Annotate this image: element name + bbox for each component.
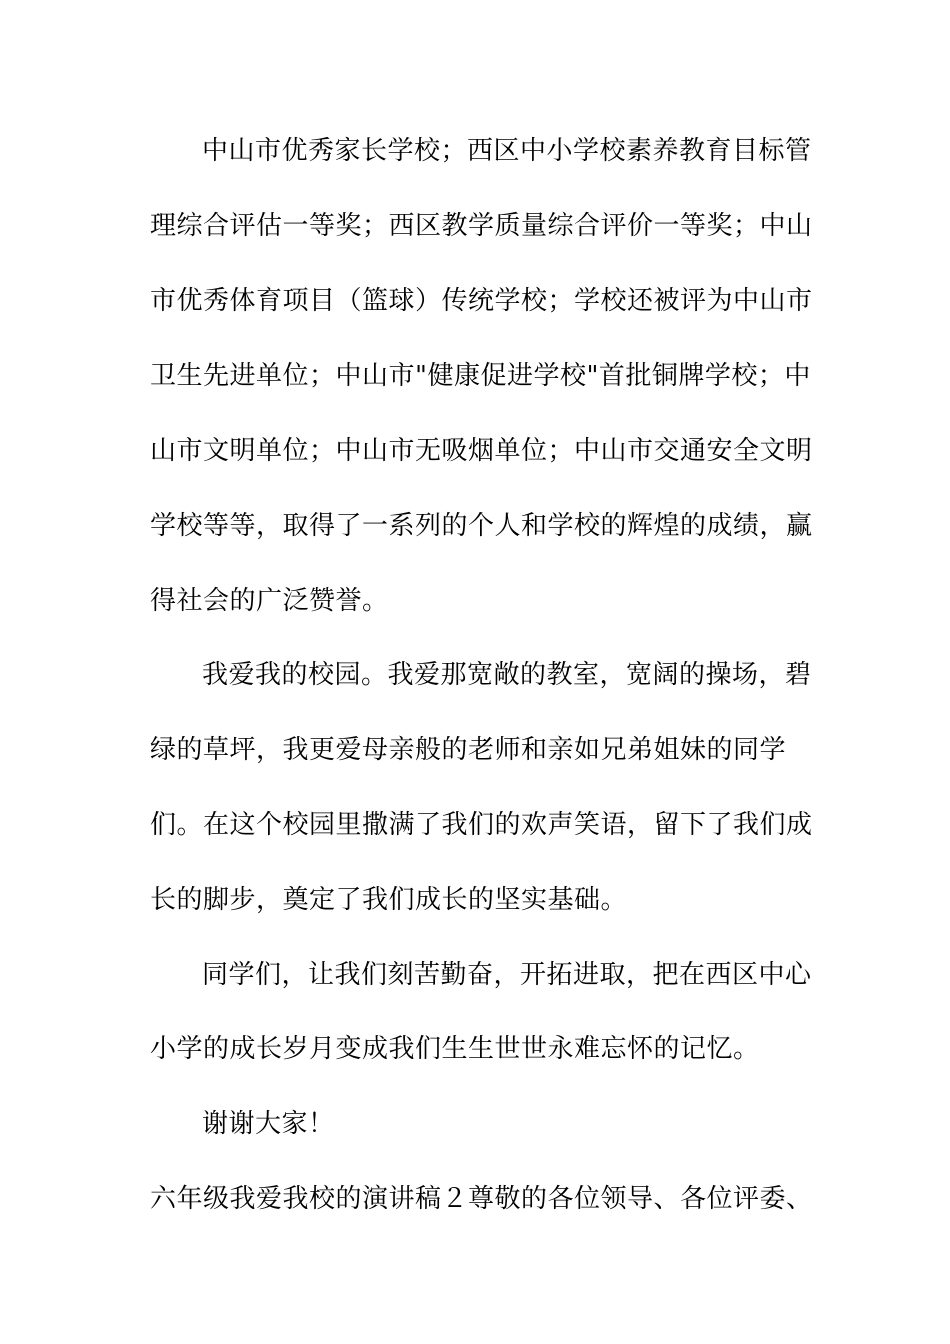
paragraph-line: 卫生先进单位；中山市"健康促进学校"首批铜牌学校；中 [150, 361, 811, 391]
paragraph-line: 我爱我的校园。我爱那宽敞的教室，宽阔的操场，碧 [202, 660, 812, 690]
paragraph-line: 谢谢大家！ [202, 1109, 335, 1139]
paragraph-line: 长的脚步，奠定了我们成长的坚实基础。 [150, 885, 628, 915]
paragraph-line: 同学们，让我们刻苦勤奋，开拓进取，把在西区中心 [202, 960, 812, 990]
paragraph-line: 们。在这个校园里撒满了我们的欢声笑语，留下了我们成 [150, 810, 813, 840]
paragraph-line: 理综合评估一等奖；西区教学质量综合评价一等奖；中山 [150, 211, 813, 241]
paragraph-line: 市优秀体育项目（篮球）传统学校；学校还被评为中山市 [150, 286, 813, 316]
paragraph-line: 绿的草坪，我更爱母亲般的老师和亲如兄弟姐妹的同学 [150, 735, 787, 765]
paragraph-line: 得社会的广泛赞誉。 [150, 586, 389, 616]
paragraph-line: 六年级我爱我校的演讲稿２尊敬的各位领导、各位评委、 [150, 1184, 813, 1214]
paragraph-line: 小学的成长岁月变成我们生生世世永难忘怀的记忆。 [150, 1034, 760, 1064]
paragraph-line: 山市文明单位；中山市无吸烟单位；中山市交通安全文明 [150, 436, 813, 466]
paragraph-line: 学校等等，取得了一系列的个人和学校的辉煌的成绩，赢 [150, 511, 813, 541]
paragraph-line: 中山市优秀家长学校；西区中小学校素养教育目标管 [202, 136, 812, 166]
